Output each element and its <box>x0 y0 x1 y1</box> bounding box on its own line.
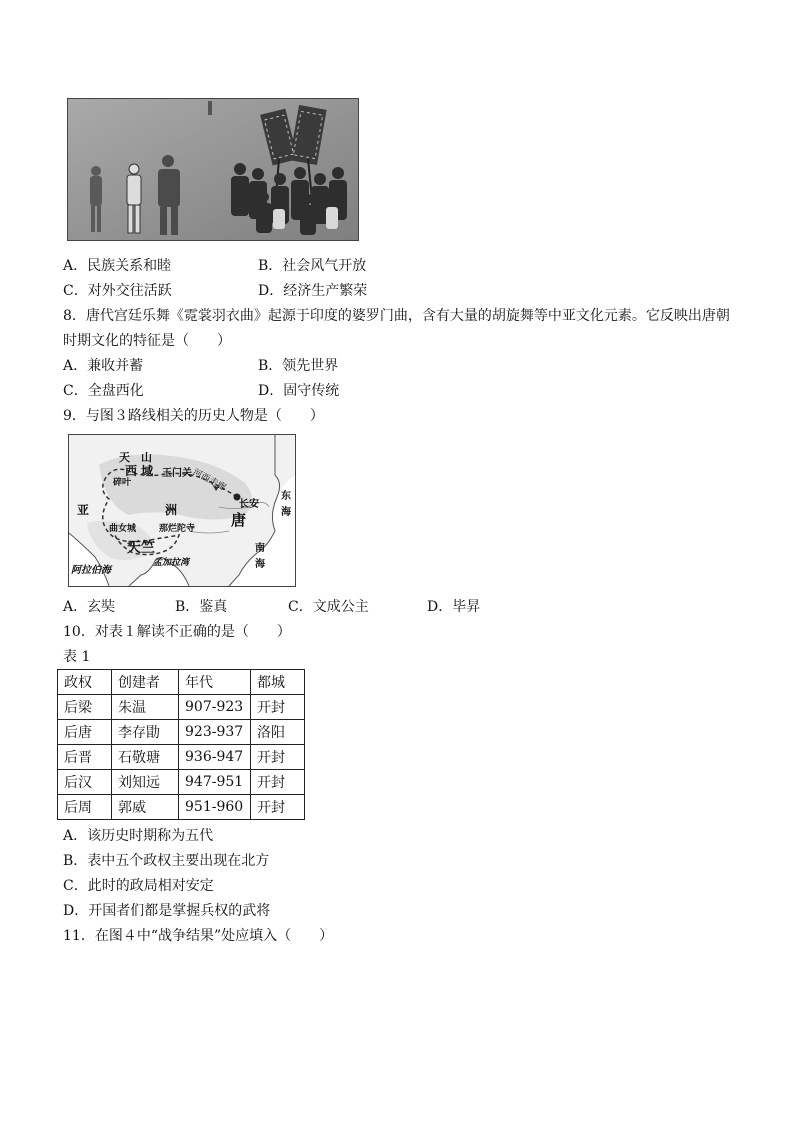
table-cell: 后周 <box>58 795 112 820</box>
table-cell: 923-937 <box>179 720 251 745</box>
q7-option-d: D．经济生产繁荣 <box>258 283 368 299</box>
table-cell: 开封 <box>251 695 305 720</box>
map-label-alabohai: 阿拉伯海 <box>71 565 111 576</box>
table-cell: 后梁 <box>58 695 112 720</box>
q9-option-d: D．毕昇 <box>427 599 481 615</box>
map-label-tang: 唐 <box>231 511 247 529</box>
q10-option-b: B．表中五个政权主要出现在北方 <box>63 853 270 869</box>
table-cell: 洛阳 <box>251 720 305 745</box>
q8-option-d: D．固守传统 <box>258 383 340 399</box>
q8-option-a: A．兼收并蓄 <box>63 358 144 374</box>
map-label-dong: 东 <box>281 491 291 502</box>
map-label-zhou: 洲 <box>165 503 178 517</box>
q9-stem: 9．与图３路线相关的历史人物是（ ） <box>63 408 324 424</box>
table-header-row <box>58 670 305 695</box>
table-header-cell: 年代 <box>179 670 251 695</box>
table-cell: 郭威 <box>112 795 179 820</box>
table-cell: 刘知远 <box>112 770 179 795</box>
q10-option-c: C．此时的政局相对安定 <box>63 878 214 894</box>
table-header-cell: 政权 <box>58 670 112 695</box>
map-label-nan: 南 <box>255 543 265 554</box>
q8-option-c: C．全盘西化 <box>63 383 144 399</box>
map-label-suiye: 碎叶 <box>113 478 132 488</box>
table-row <box>58 795 305 820</box>
q7-option-a: A．民族关系和睦 <box>63 258 172 274</box>
map-label-hai-east: 海 <box>281 507 291 518</box>
table-cell: 947-951 <box>179 770 251 795</box>
table-cell: 开封 <box>251 795 305 820</box>
map-label-tianzhu: 天竺 <box>127 540 155 556</box>
map-label-yumenguan: 玉门关 <box>162 468 192 479</box>
table-row <box>58 745 305 770</box>
q9-option-a: A．玄奘 <box>63 599 116 615</box>
table-cell: 开封 <box>251 770 305 795</box>
q7-option-b: B．社会风气开放 <box>258 258 367 274</box>
q11-stem: 11．在图４中“战争结果”处应填入（ ） <box>63 928 334 944</box>
tang-court-painting <box>67 98 359 241</box>
table-cell: 后唐 <box>58 720 112 745</box>
map-label-hai-south: 海 <box>255 559 265 570</box>
table-cell: 李存勖 <box>112 720 179 745</box>
q8-stem-line1: 8．唐代宫廷乐舞《霓裳羽衣曲》起源于印度的婆罗门曲，含有大量的胡旋舞等中亚文化元素。它反映出唐朝 <box>63 308 730 324</box>
table-cell: 朱温 <box>112 695 179 720</box>
table-cell: 后汉 <box>58 770 112 795</box>
map-label-tianshan: 天 山 <box>119 451 152 464</box>
table-cell: 936-947 <box>179 745 251 770</box>
painting-illustration <box>68 99 358 240</box>
table-cell: 907-923 <box>179 695 251 720</box>
map-label-nalantuosi: 那烂陀寺 <box>159 524 196 534</box>
map-label-mengjialawan: 孟加拉湾 <box>153 558 190 568</box>
q9-option-b: B．鉴真 <box>175 599 228 615</box>
table-cell: 石敬瑭 <box>112 745 179 770</box>
table-caption: 表 1 <box>63 649 91 665</box>
map-label-changan: 长安 <box>239 499 259 510</box>
map-label-hexi: 河西走廊 <box>190 467 228 494</box>
q10-stem: 10．对表１解读不正确的是（ ） <box>63 624 291 640</box>
q10-option-d: D．开国者们都是掌握兵权的武将 <box>63 903 271 919</box>
table-row <box>58 695 305 720</box>
table-cell: 后晋 <box>58 745 112 770</box>
q9-option-c: C．文成公主 <box>288 599 369 615</box>
table-cell: 开封 <box>251 745 305 770</box>
map-label-qunvcheng: 曲女城 <box>109 524 137 534</box>
table-row <box>58 770 305 795</box>
table-header-cell: 创建者 <box>112 670 179 695</box>
xuanzang-route-map <box>68 434 296 587</box>
table-header-cell: 都城 <box>251 670 305 695</box>
table-cell: 951-960 <box>179 795 251 820</box>
five-dynasties-table <box>57 669 305 820</box>
q10-option-a: A．该历史时期称为五代 <box>63 828 214 844</box>
table-row <box>58 720 305 745</box>
map-label-ya: 亚 <box>77 503 90 517</box>
q8-option-b: B．领先世界 <box>258 358 339 374</box>
q7-option-c: C．对外交往活跃 <box>63 283 172 299</box>
map-label-xiyu: 西 域 <box>125 464 154 478</box>
q8-stem-line2: 时期文化的特征是（ ） <box>63 333 231 349</box>
